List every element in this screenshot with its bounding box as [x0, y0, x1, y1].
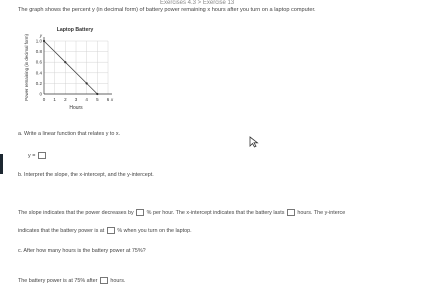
- x-axis-label: Hours: [69, 105, 83, 111]
- x-tick-label: 4: [85, 97, 88, 102]
- hours-75-input[interactable]: [100, 277, 108, 284]
- initial-power-input[interactable]: [107, 227, 115, 234]
- linear-function-input[interactable]: [38, 152, 46, 159]
- x-tick-label: 6: [106, 97, 110, 102]
- part-b-line2-post: % when you turn on the laptop.: [117, 228, 192, 234]
- y-tick-label: 0: [39, 91, 42, 97]
- breadcrumb: Exercises 4.3 > Exercise 13: [160, 0, 235, 6]
- data-point: [86, 82, 88, 84]
- y-tick-label: 0.8: [35, 49, 42, 55]
- series-line: [44, 41, 97, 94]
- part-a-question: a. Write a linear function that relates y to x.: [18, 131, 121, 137]
- x-tick-label: 1: [53, 97, 56, 102]
- part-c-question: c. After how many hours is the battery power at 75%?: [18, 248, 146, 254]
- part-b-line1-post: hours. The y-interce: [297, 210, 346, 216]
- y-tick-label: 0.6: [35, 59, 42, 65]
- x-tick-label: x: [110, 97, 114, 102]
- laptop-battery-chart: [20, 27, 130, 114]
- part-c-answer-post: hours.: [110, 278, 126, 284]
- data-point: [64, 61, 66, 63]
- x-tick-label: 3: [74, 97, 78, 102]
- y-tick-label: 0.4: [35, 70, 42, 76]
- part-b-line-2: [18, 227, 192, 234]
- part-b-line2-pre: indicates that the battery power is at: [18, 228, 105, 234]
- slope-percent-input[interactable]: [136, 209, 144, 216]
- data-point: [96, 93, 98, 95]
- part-c-answer-row: [18, 277, 125, 284]
- y-tick-label: y: [39, 33, 42, 38]
- battery-hours-input[interactable]: [287, 209, 295, 216]
- part-b-line-1: [18, 209, 345, 216]
- part-a-prefix: y =: [28, 153, 36, 159]
- x-tick-label: 2: [64, 97, 67, 102]
- x-tick-label: 5: [96, 97, 99, 102]
- data-point: [43, 40, 45, 42]
- chart-svg: [20, 27, 130, 114]
- y-tick-label: 1.0: [35, 38, 42, 44]
- part-a-answer-row: [28, 152, 47, 159]
- part-b-line1-pre: The slope indicates that the power decreases by: [18, 210, 134, 216]
- chart-title: Laptop Battery: [56, 27, 94, 33]
- mouse-cursor-icon: [249, 136, 259, 148]
- side-indicator: [0, 154, 3, 174]
- part-b-question: b. Interpret the slope, the x-intercept, and the y-intercept.: [18, 172, 154, 178]
- x-tick-label: 0: [42, 97, 46, 102]
- part-c-answer-pre: The battery power is at 75% after: [18, 278, 98, 284]
- y-tick-label: 0.2: [35, 80, 42, 86]
- problem-statement: The graph shows the percent y (in decimal form) of battery power remaining x hours after you turn on a laptop computer.: [18, 7, 316, 13]
- part-b-line1-mid: % per hour. The x-intercept indicates that the battery lasts: [146, 210, 285, 216]
- y-axis-label: Power remaining (in decimal form): [24, 34, 29, 101]
